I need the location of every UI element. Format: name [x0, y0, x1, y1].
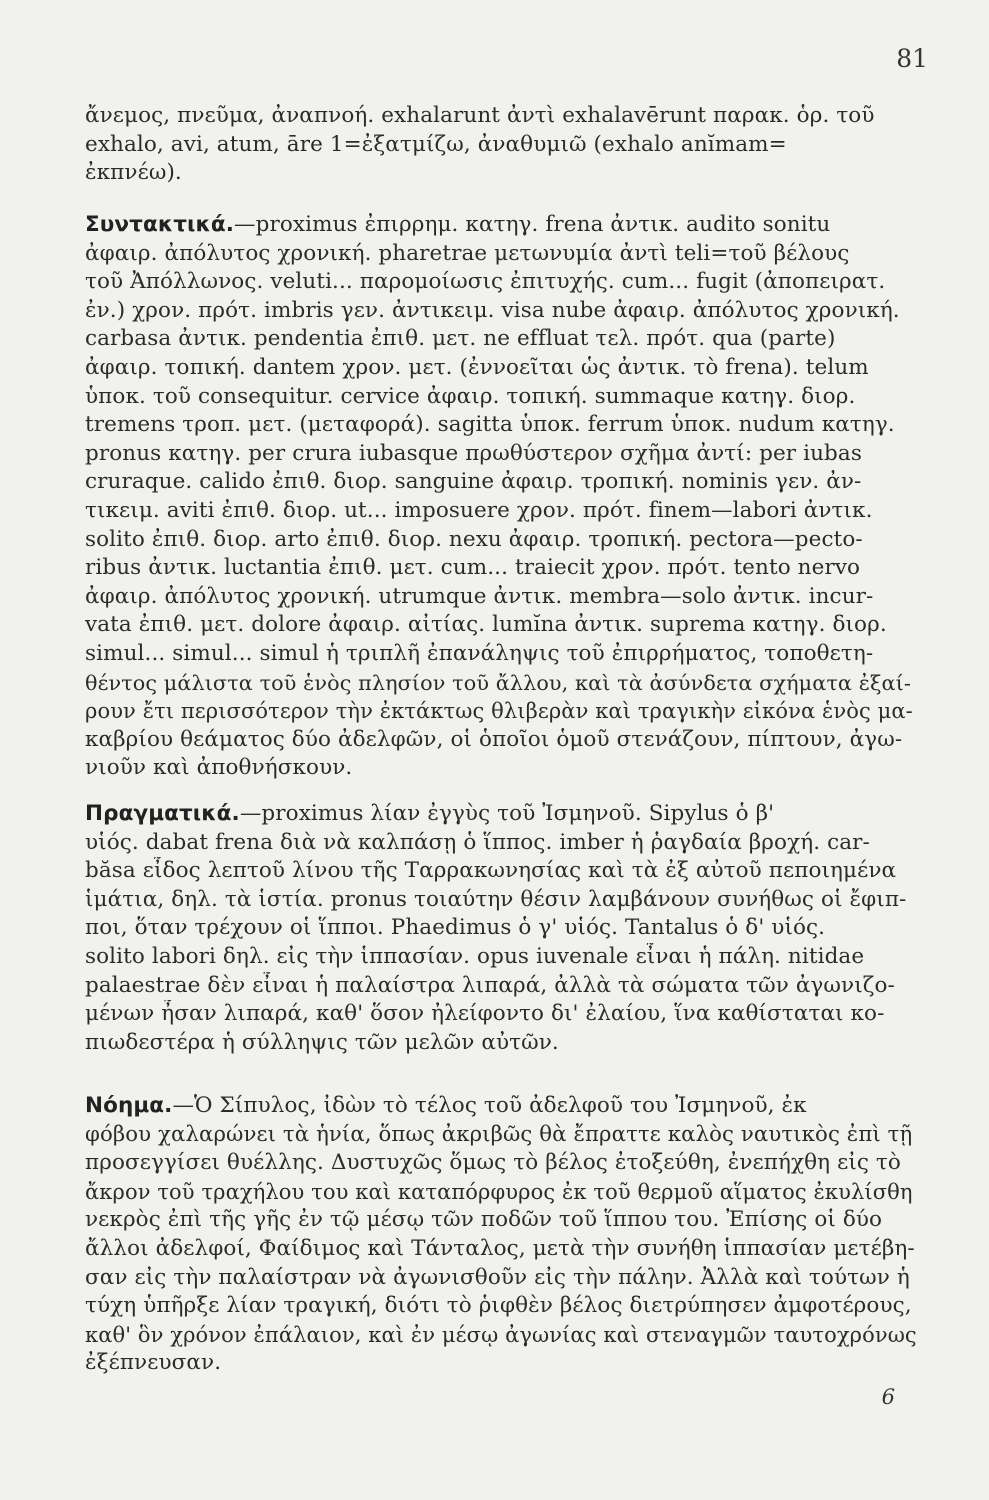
text-line: φόβου χαλαρώνει τὰ ἡνία, ὅπως ἀκριβῶς θὰ ἔπραττε καλὸς ναυτικὸς ἐπὶ τῇ — [85, 1121, 913, 1147]
text-line: πιωδεστέρα ἡ σύλληψις τῶν μελῶν αὐτῶν. — [85, 1029, 559, 1055]
text-line: καβρίου θεάματος δύο ἀδελφῶν, οἱ ὁποῖοι ὁμοῦ στενάζουν, πίπτουν, ἀγω- — [85, 726, 903, 752]
text-line: ἄλλοι ἀδελφοί, Φαίδιμος καὶ Τάνταλος, μετὰ τὴν συνήθη ἱππασίαν μετέβη- — [85, 1235, 915, 1261]
section-heading: Πραγματικά. — [85, 801, 240, 826]
intro-paragraph — [85, 102, 917, 188]
section-heading: Νόημα. — [85, 1093, 173, 1118]
section-first-line-text: —proximus ἐπιρρημ. κατηγ. frena ἀντικ. audito sonitu — [234, 212, 831, 237]
pragmatika-section — [85, 800, 917, 1057]
text-line: θέντος μάλιστα τοῦ ἑνὸς πλησίον τοῦ ἄλλου, καὶ τὰ ἀσύνδετα σχήματα ἐξαί- — [85, 670, 911, 695]
section-heading: Συντακτικά. — [85, 212, 235, 237]
text-line: ἄκρον τοῦ τραχήλου του καὶ καταπόρφυρος ἐκ τοῦ θερμοῦ αἵματος ἐκυλίσθη — [85, 1179, 913, 1204]
text-line: cruraque. calido ἐπιθ. διορ. sanguine ἀφαιρ. τροπική. nominis γεν. ἀν- — [85, 469, 862, 495]
text-line: ἀφαιρ. ἀπόλυτος χρονική. pharetrae μετωνυμία ἀντὶ teli=τοῦ βέλους — [85, 240, 850, 266]
section-first-line — [85, 800, 917, 829]
text-line: τοῦ Ἀπόλλωνος. veluti... παρομοίωσις ἐπιτυχής. cum... fugit (ἀποπειρατ. — [85, 269, 886, 295]
text-line: καθ' ὃν χρόνον ἐπάλαιον, καὶ ἐν μέσῳ ἀγωνίας καὶ στεναγμῶν ταυτοχρόνως — [85, 1322, 917, 1347]
text-line: τύχη ὑπῆρξε λίαν τραγική, διότι τὸ ῥιφθὲν βέλος διετρύπησεν ἀμφοτέρους, — [85, 1293, 912, 1319]
section-first-line-text: —Ὁ Σίπυλος, ἰδὼν τὸ τέλος τοῦ ἀδελφοῦ του Ἰσμηνοῦ, ἐκ — [172, 1093, 807, 1118]
text-line: ἱμάτια, δηλ. τὰ ἱστία. pronus τοιαύτην θέσιν λαμβάνουν συνήθως οἱ ἔφιπ- — [85, 886, 907, 912]
text-line: ποι, ὅταν τρέχουν οἱ ἵπποι. Phaedimus ὁ γ' υἱός. Tantalus ὁ δ' υἱός. — [85, 915, 826, 941]
text-line: ἐν.) χρον. πρότ. imbris γεν. ἀντικειμ. visa nube ἀφαιρ. ἀπόλυτος χρονική. — [85, 297, 900, 323]
text-line: exhalo, avi, atum, āre 1=ἐξατμίζω, ἀναθυμιῶ (exhalo anĭmam= — [85, 131, 787, 157]
text-line: ribus ἀντικ. luctantia ἐπιθ. μετ. cum... traiecit χρον. πρότ. tento nervo — [85, 555, 861, 581]
text-line: υἱός. dabat frena διὰ νὰ καλπάσῃ ὁ ἵππος. imber ἡ ῥαγδαία βροχή. car- — [85, 829, 870, 855]
text-line: ἐκπνέω). — [85, 160, 182, 186]
text-line: solito labori δηλ. εἰς τὴν ἱππασίαν. opus iuvenale εἶναι ἡ πάλη. nitidae — [85, 943, 865, 969]
text-line: băsa εἶδος λεπτοῦ λίνου τῆς Ταρρακωνησίας καὶ τὰ ἐξ αὐτοῦ πεποιημένα — [85, 858, 897, 884]
text-line: pronus κατηγ. per crura iubasque πρωθύστερον σχῆμα ἀντί: per iubas — [85, 440, 862, 466]
noima-section — [85, 1092, 917, 1378]
section-first-line — [85, 211, 917, 240]
text-line: simul... simul... simul ἡ τριπλῆ ἐπανάληψις τοῦ ἐπιρρήματος, τοποθετη- — [85, 640, 874, 666]
signature-mark: 6 — [881, 1385, 895, 1409]
text-line: carbasa ἀντικ. pendentia ἐπιθ. μετ. ne effluat τελ. πρότ. qua (parte) — [85, 326, 836, 352]
page-number: 81 — [896, 44, 928, 73]
text-line: tremens τροπ. μετ. (μεταφορά). sagitta ὑποκ. ferrum ὑποκ. nudum κατηγ. — [85, 412, 895, 438]
text-line: προσεγγίσει θυέλλης. Δυστυχῶς ὅμως τὸ βέλος ἐτοξεύθη, ἐνεπήχθη εἰς τὸ — [85, 1150, 901, 1176]
text-line: μένων ἦσαν λιπαρά, καθ' ὅσον ἠλείφοντο δι' ἐλαίου, ἵνα καθίσταται κο- — [85, 1001, 885, 1027]
text-line: solito ἐπιθ. διορ. arto ἐπιθ. διορ. nexu ἀφαιρ. τροπική. pectora—pecto- — [85, 526, 863, 552]
text-line: ἀφαιρ. τοπική. dantem χρον. μετ. (ἐννοεῖται ὡς ἀντικ. τὸ frena). telum — [85, 354, 869, 380]
text-line: ρουν ἔτι περισσότερον τὴν ἐκτάκτως θλιβερὰν καὶ τραγικὴν εἰκόνα ἑνὸς μα- — [85, 699, 913, 724]
text-line: vata ἐπιθ. μετ. dolore ἀφαιρ. αἰτίας. lumĭna ἀντικ. suprema κατηγ. διορ. — [85, 612, 887, 638]
section-first-line — [85, 1092, 917, 1121]
syntaktika-section — [85, 211, 917, 783]
text-line: νεκρὸς ἐπὶ τῆς γῆς ἐν τῷ μέσῳ τῶν ποδῶν τοῦ ἵππου του. Ἐπίσης οἱ δύο — [85, 1207, 883, 1233]
text-line: ὑποκ. τοῦ consequitur. cervice ἀφαιρ. τοπική. summaque κατηγ. διορ. — [85, 383, 856, 409]
text-line: νιοῦν καὶ ἀποθνήσκουν. — [85, 755, 353, 781]
text-line: τικειμ. aviti ἐπιθ. διορ. ut... imposuere χρον. πρότ. finem—labori ἀντικ. — [85, 497, 873, 523]
text-line: palaestrae δὲν εἶναι ἡ παλαίστρα λιπαρά, ἀλλὰ τὰ σώματα τῶν ἀγωνιζο- — [85, 972, 895, 998]
text-line: ἐξέπνευσαν. — [85, 1350, 222, 1376]
text-line: ἄνεμος, πνεῦμα, ἀναπνοή. exhalarunt ἀντὶ exhalavērunt παρακ. ὁρ. τοῦ — [85, 103, 875, 128]
text-line: ἀφαιρ. ἀπόλυτος χρονική. utrumque ἀντικ. membra—solo ἀντικ. incur- — [85, 583, 874, 609]
section-first-line-text: —proximus λίαν ἐγγὺς τοῦ Ἰσμηνοῦ. Sipylus ὁ β' — [239, 801, 775, 826]
text-line: σαν εἰς τὴν παλαίστραν νὰ ἀγωνισθοῦν εἰς τὴν πάλην. Ἀλλὰ καὶ τούτων ἡ — [85, 1264, 910, 1290]
